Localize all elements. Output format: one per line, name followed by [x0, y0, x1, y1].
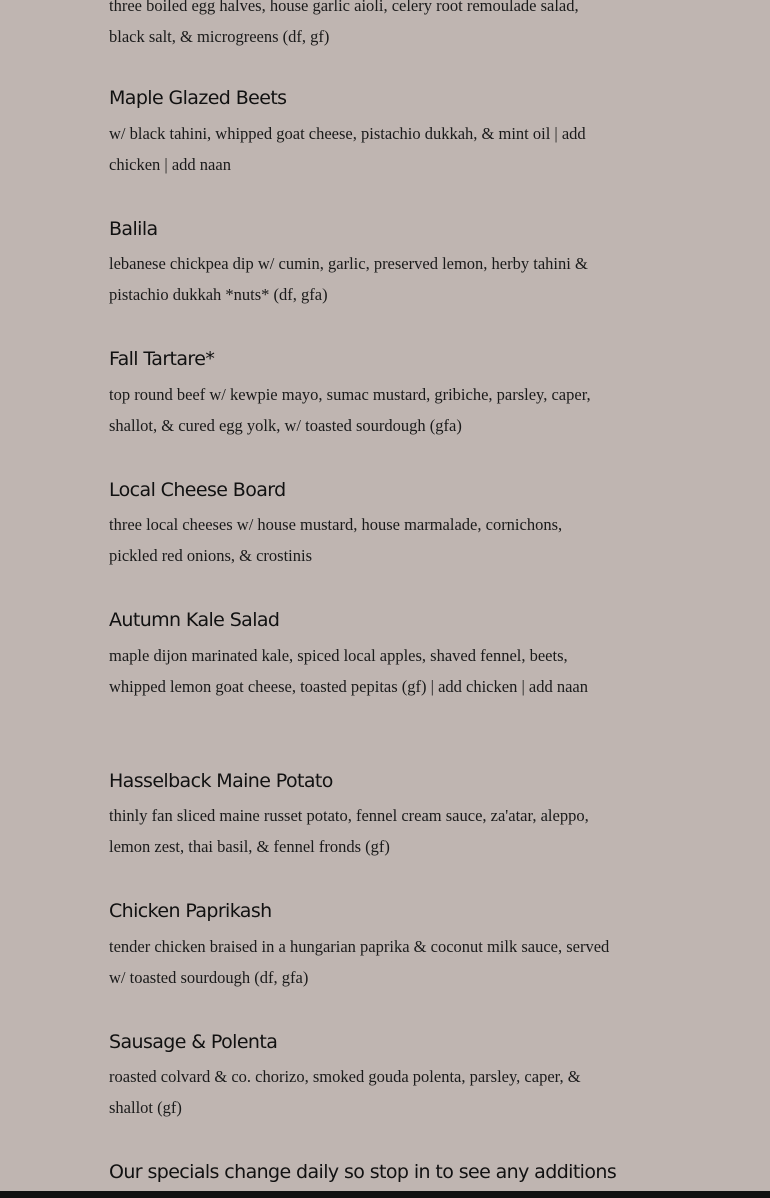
menu-item-description: three local cheeses w/ house mustard, house marmalade, cornichons, pickled red onions, & crostinis — [109, 515, 563, 565]
menu-item-maple-glazed-beets — [109, 86, 614, 180]
menu-item-name: Chicken Paprikash — [109, 900, 272, 922]
menu-item-description: top round beef w/ kewpie mayo, sumac mustard, gribiche, parsley, caper, shallot, & cured egg yolk, w/ toasted sourdough (gfa) — [109, 385, 591, 435]
menu-item-description: roasted colvard & co. chorizo, smoked gouda polenta, parsley, caper, & shallot (gf) — [109, 1067, 581, 1117]
menu-item-deviled-eggs — [109, 0, 614, 52]
menu-item-name: Sausage & Polenta — [109, 1031, 278, 1053]
menu-item-description: three boiled egg halves, house garlic aioli, celery root remoulade salad, black salt, & microgreens (df, gf) — [109, 0, 579, 46]
menu-item-balila — [109, 217, 614, 310]
menu-item-local-cheese-board — [109, 478, 614, 571]
menu-item-chicken-paprikash — [109, 899, 614, 993]
menu-item-description: tender chicken braised in a hungarian paprika & coconut milk sauce, served w/ toasted sourdough (df, gfa) — [109, 937, 610, 987]
bottom-bar — [0, 1191, 770, 1198]
menu-item-description: maple dijon marinated kale, spiced local apples, shaved fennel, beets, whipped lemon goat cheese, toasted pepitas (gf) | add chicken | add naan — [109, 646, 588, 696]
menu-item-description: lebanese chickpea dip w/ cumin, garlic, preserved lemon, herby tahini & pistachio dukkah *nuts* (df, gfa) — [109, 254, 588, 304]
menu-item-name: Maple Glazed Beets — [109, 87, 287, 109]
menu-item-sausage-polenta — [109, 1030, 614, 1123]
menu-item-fall-tartare — [109, 347, 614, 441]
menu-item-name: Fall Tartare* — [109, 348, 215, 370]
specials-note: Our specials change daily so stop in to see any additions — [109, 1161, 617, 1183]
menu-item-name: Autumn Kale Salad — [109, 609, 280, 631]
menu-item-name: Hasselback Maine Potato — [109, 770, 333, 792]
menu-item-name: Balila — [109, 218, 158, 240]
menu-item-hasselback-maine-potato — [109, 769, 614, 862]
menu-item-autumn-kale-salad — [109, 608, 614, 702]
menu-item-description: thinly fan sliced maine russet potato, fennel cream sauce, za'atar, aleppo, lemon zest, thai basil, & fennel fronds (gf) — [109, 806, 589, 856]
menu-item-description: w/ black tahini, whipped goat cheese, pistachio dukkah, & mint oil | add chicken | add naan — [109, 124, 586, 174]
menu-item-name: Local Cheese Board — [109, 479, 286, 501]
